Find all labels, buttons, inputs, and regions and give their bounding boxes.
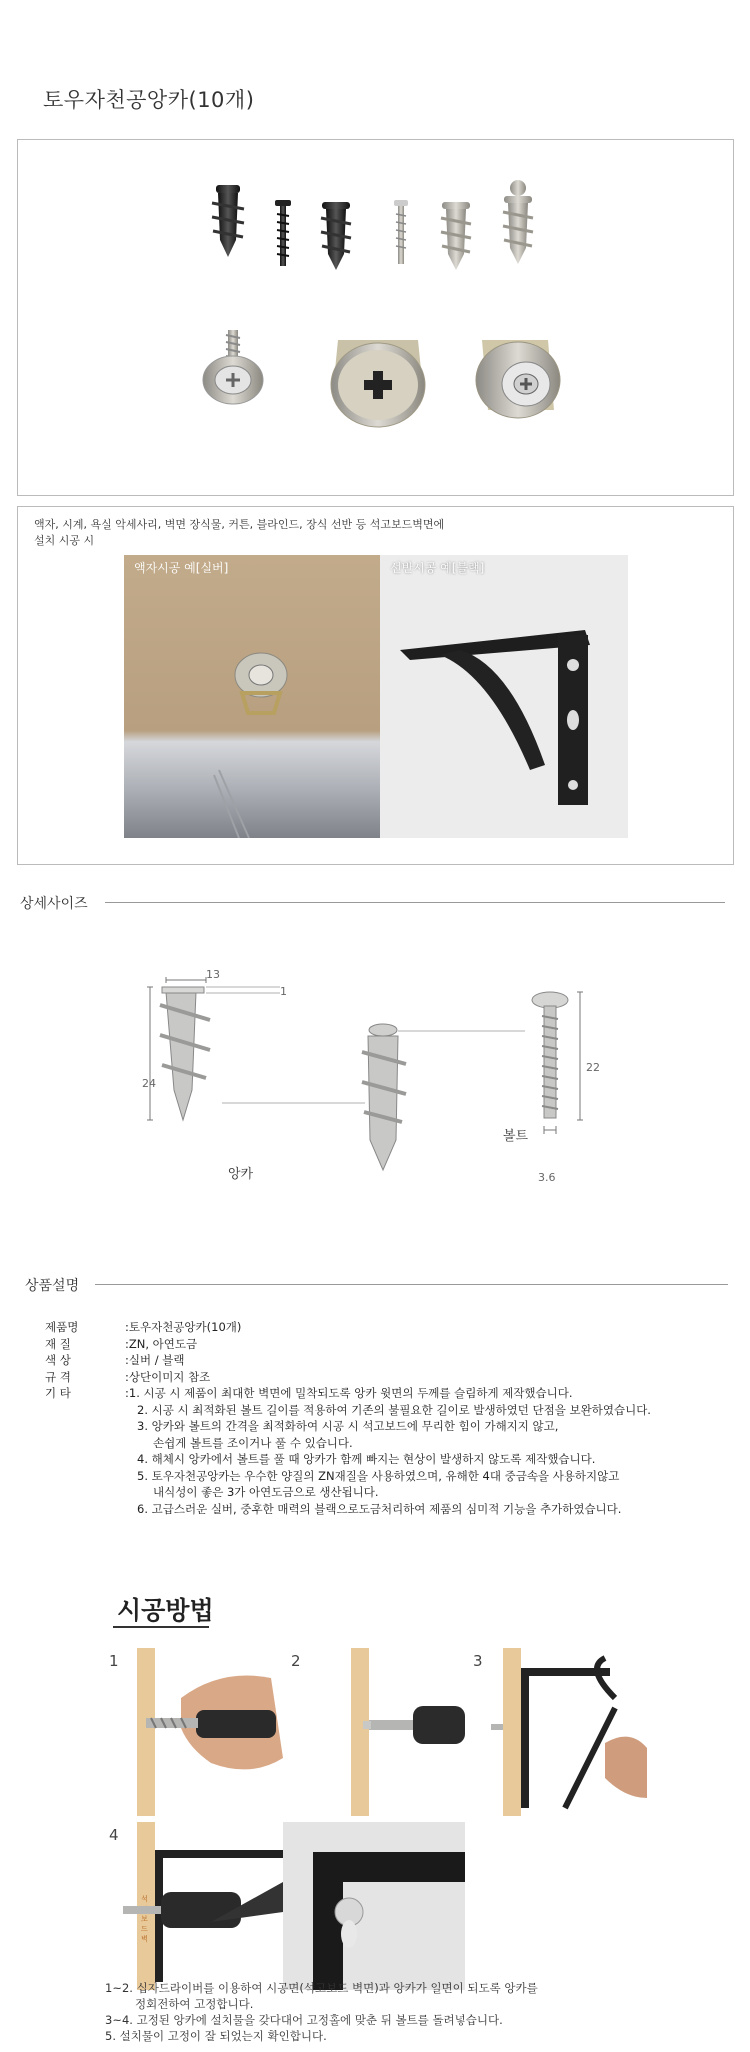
method-notes [105,1980,538,2044]
black-anchor-part [321,202,351,270]
large-screw-part [203,330,263,404]
spec-key: 제품명 [45,1320,79,1334]
method-heading: 시공방법 [117,1596,214,1625]
spec-etc-item: 5. 토우자천공앙카는 우수한 양질의 ZN재질을 사용하였으며, 유해한 4대 중금속을 사용하지않고 [137,1468,620,1483]
bolt-diagram [532,992,583,1134]
heading-underline [113,1626,209,1628]
spec-row: 제품명 : 토우자천공앙카(10개) [45,1320,242,1334]
spec-key: 규 격 [45,1369,71,1384]
section-divider [95,1284,728,1285]
description-heading: 상품설명 [25,1278,80,1294]
spec-etc-item-continued: 내식성이 좋은 3가 아연도금으로 생산됩니다. [153,1485,379,1499]
spec-value: ZN, 아연도금 [128,1336,198,1351]
frame-hanger-illustration [124,555,380,838]
dimension-head-width: 13 [206,968,220,981]
product-spec-list [45,1319,651,1517]
spec-value: 실버 / 블랙 [128,1353,185,1367]
photo-caption: 액자시공 예[실버] [134,561,229,575]
method-note: 1~2. 십자드라이버를 이용하여 시공면(석고보드 벽면)과 앙카가 일면이 되도록 앙카를 [105,1981,538,1995]
photo-caption: 선반시공 예[블랙] [390,561,485,575]
usage-description [34,517,444,549]
method-step-5 [283,1822,465,1990]
silver-screw-part [394,200,408,264]
bracket-placement-illustration [465,1648,647,1816]
spec-key: 기 타 [45,1386,71,1400]
spec-key: 색 상 [45,1353,71,1367]
fastened-bracket-closeup [283,1822,465,1990]
method-note: 5. 설치물이 고정이 잘 되었는지 확인합니다. [105,2029,327,2043]
spec-row: 색 상 : 실버 / 블랙 [45,1353,185,1367]
section-divider [105,902,725,903]
drill-illustration [283,1648,465,1816]
spec-value: 토우자천공앙카(10개) [128,1320,242,1334]
usage-line: 액자, 시계, 욕실 악세사리, 벽면 장식물, 커튼, 블라인드, 장식 선반 등 석고보드벽면에 [34,518,445,531]
product-title: 토우자천공앙카(10개) [43,88,255,112]
method-step-1 [101,1648,283,1816]
shelf-installation-photo [380,555,628,838]
anchor-diagram [147,977,280,1120]
spec-etc-item: 3. 앙카와 볼트의 간격을 최적화하여 시공 시 석고보드에 무리한 힘이 가해지지 않고, [137,1419,559,1433]
screwdriver-hand-illustration [101,1648,283,1816]
step-number: 1 [109,1652,119,1670]
dimension-head-thickness: 1 [280,985,287,998]
bolt-label: 볼트 [503,1129,529,1144]
shelf-bracket-illustration [380,555,628,838]
dimension-bolt-diameter: 3.6 [538,1171,556,1184]
spec-etc-item-continued: 손쉽게 볼트를 조이거나 풀 수 있습니다. [153,1435,353,1450]
method-step-3 [465,1648,647,1816]
assembled-anchor-bolt-diagram [222,1024,525,1170]
spec-row: 재 질 : ZN, 아연도금 [45,1336,198,1351]
black-anchor-part [212,185,244,257]
bolt-fastening-illustration [101,1822,283,1990]
product-image-box [17,139,734,496]
silver-anchor-with-bolt-part [503,180,533,264]
product-parts-illustration [18,140,733,495]
frame-installation-photo [124,555,380,838]
spec-etc-item: 6. 고급스러운 실버, 중후한 매력의 블랙으로도금처리하여 제품의 심미적 기능을 추가하였습니다. [137,1501,622,1516]
step-number: 4 [109,1826,119,1844]
anchor-head-closeup [331,340,425,427]
black-screw-part [275,200,291,266]
method-step-4 [101,1822,283,1990]
spec-row: 기 타 : 1. 시공 시 제품이 최대한 벽면에 밀착되도록 앙카 윗면의 두께를 슬림하게 제작했습니다. [45,1386,573,1400]
anchor-with-bolt-closeup [476,340,560,418]
detail-size-heading: 상세사이즈 [20,896,88,912]
spec-etc-item: 1. 시공 시 제품이 최대한 벽면에 밀착되도록 앙카 윗면의 두께를 슬림하게 제작했습니다. [128,1386,573,1400]
spec-row: 규 격 : 상단이미지 참조 [45,1369,211,1384]
method-step-2 [283,1648,465,1816]
silver-anchor-part [441,202,471,270]
usage-line: 설치 시공 시 [34,534,95,547]
dimension-bolt-length: 22 [586,1061,600,1074]
method-note: 정회전하여 고정합니다. [135,1997,254,2011]
step-number: 2 [291,1652,301,1670]
step-number: 3 [473,1652,483,1670]
dimension-anchor-length: 24 [142,1077,156,1090]
board-label: 석 보드벽 [141,1895,148,1943]
spec-etc-item: 4. 해체시 앙카에서 볼트를 풀 때 앙카가 함께 빠지는 현상이 발생하지 않도록 제작했습니다. [137,1452,596,1466]
spec-etc-item: 2. 시공 시 최적화된 볼트 길이를 적용하여 기존의 불필요한 길이로 발생하였던 단점을 보완하였습니다. [137,1402,651,1417]
spec-key: 재 질 [45,1336,71,1351]
spec-value: 상단이미지 참조 [128,1369,211,1384]
anchor-label: 앙카 [228,1167,254,1182]
method-note: 3~4. 고정된 앙카에 설치물을 갖다대어 고정홀에 맞춘 뒤 볼트를 돌려넣습니다. [105,2013,503,2027]
